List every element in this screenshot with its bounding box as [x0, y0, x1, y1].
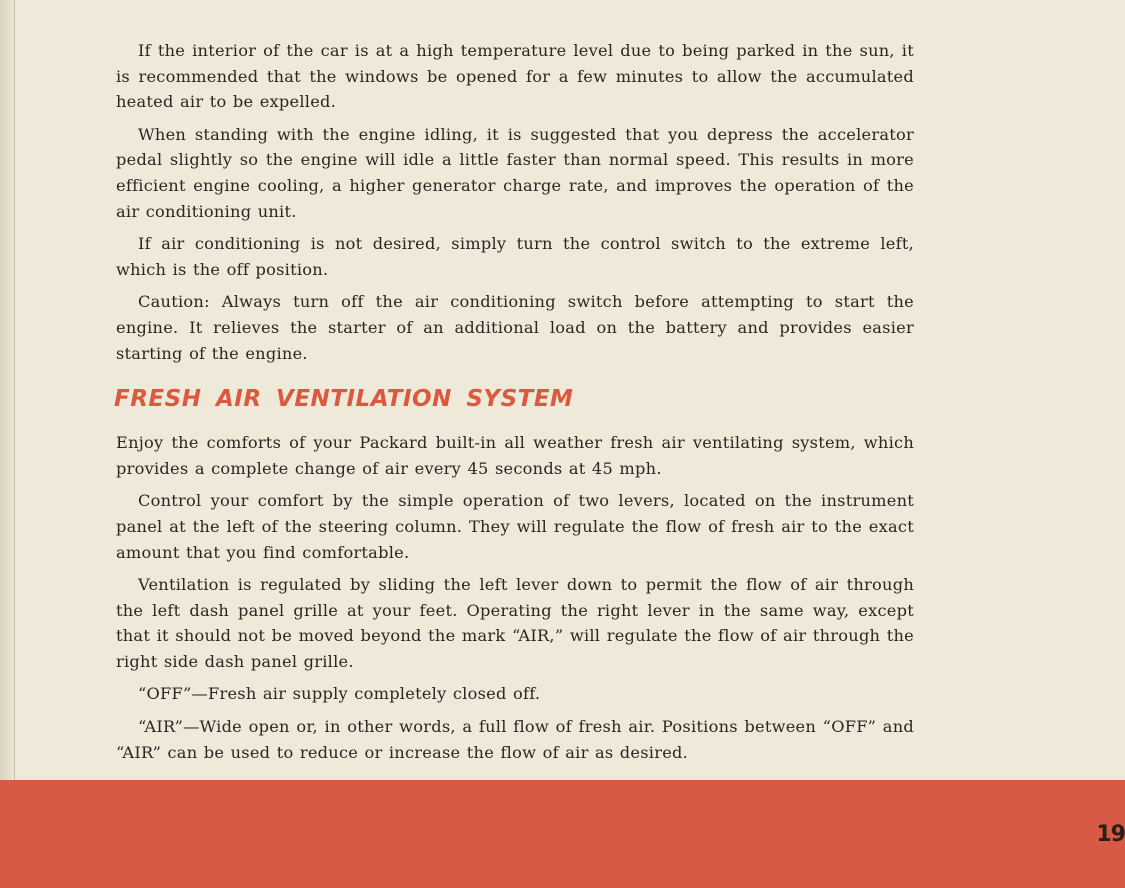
footer-color-band — [0, 780, 1125, 888]
intro-paragraph-engine-idling: When standing with the engine idling, it is suggested that you depress the accelerator pedal slightly so the engine will idle a little faster than normal speed. This results in more efficient engine cooling, a higher generator charge rate, and improves the operation of the air conditioning unit. — [116, 124, 914, 221]
page-binding-edge — [0, 0, 16, 888]
section-paragraph-levers: Control your comfort by the simple operation of two levers, located on the instrument panel at the left of the steering column. They will regulate the flow of fresh air to the exact amount that you find comfortable. — [116, 491, 914, 562]
section-paragraph-air-position: “AIR”—Wide open or, in other words, a full flow of fresh air. Positions between “OFF” and “AIR” can be used to reduce or increase the flow of air as desired. — [116, 717, 914, 762]
section-paragraph-off-position: “OFF”—Fresh air supply completely closed off. — [138, 684, 541, 704]
page-number: 19 — [1096, 822, 1125, 847]
page-content — [116, 38, 914, 772]
intro-paragraph-hot-interior: If the interior of the car is at a high temperature level due to being parked in the sun, it is recommended that the windows be opened for a few minutes to allow the accumulated heated air to be expelled. — [116, 41, 914, 112]
section-paragraph-regulation: Ventilation is regulated by sliding the left lever down to permit the flow of air through the left dash panel grille at your feet. Operating the right lever in the same way, except that it should not be moved beyond the mark “AIR,” will regulate the flow of air through the right side dash panel grille. — [116, 575, 914, 671]
section-heading: FRESH AIR VENTILATION SYSTEM — [114, 386, 574, 413]
intro-paragraph-caution: Caution: Always turn off the air conditioning switch before attempting to start the engine. It relieves the starter of an additional load on the battery and provides easier starting of the engine. — [116, 292, 914, 363]
intro-paragraph-turn-off: If air conditioning is not desired, simply turn the control switch to the extreme left, which is the off position. — [116, 234, 914, 279]
section-paragraph-intro: Enjoy the comforts of your Packard built-in all weather fresh air ventilating system, which provides a complete change of air every 45 seconds at 45 mph. — [116, 433, 914, 478]
